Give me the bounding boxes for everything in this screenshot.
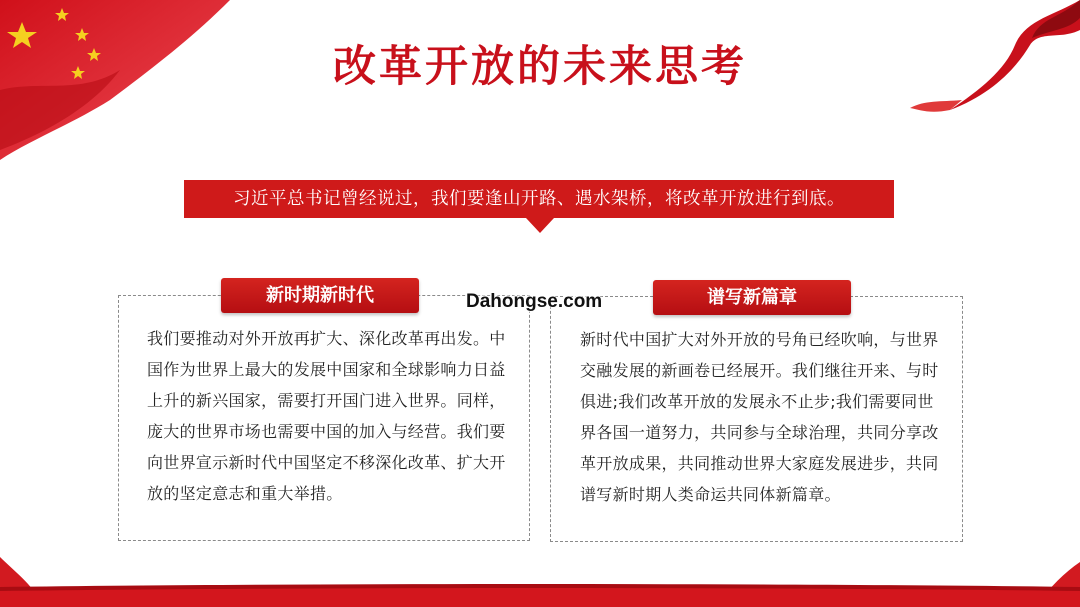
left-panel-label: 新时期新时代 [221,278,419,313]
left-panel [118,295,530,541]
left-panel-text: 我们要推动对外开放再扩大、深化改革再出发。中国作为世界上最大的发展中国家和全球影响力日益上升的新兴国家，需要打开国门进入世界。同样，庞大的世界市场也需要中国的加入与经营。我们要向世界宣示新时代中国坚定不移深化改革、扩大开放的坚定意志和重大举措。 [147,329,506,503]
right-panel-text: 新时代中国扩大对外开放的号角已经吹响，与世界交融发展的新画卷已经展开。我们继往开来、与时俱进;我们改革开放的发展永不止步;我们需要同世界各国一道努力，共同参与全球治理，共同分享改革开放成果，共同推动世界大家庭发展进步，共同谱写新时期人类命运共同体新篇章。 [580,330,939,504]
right-panel-label: 谱写新篇章 [653,280,851,315]
quote-banner: 习近平总书记曾经说过，我们要逢山开路、遇水架桥，将改革开放进行到底。 [184,180,894,218]
page-title: 改革开放的未来思考 [333,42,747,92]
down-arrow-icon [526,218,554,233]
watermark: Dahongse.com [466,291,603,312]
right-panel [550,296,963,542]
